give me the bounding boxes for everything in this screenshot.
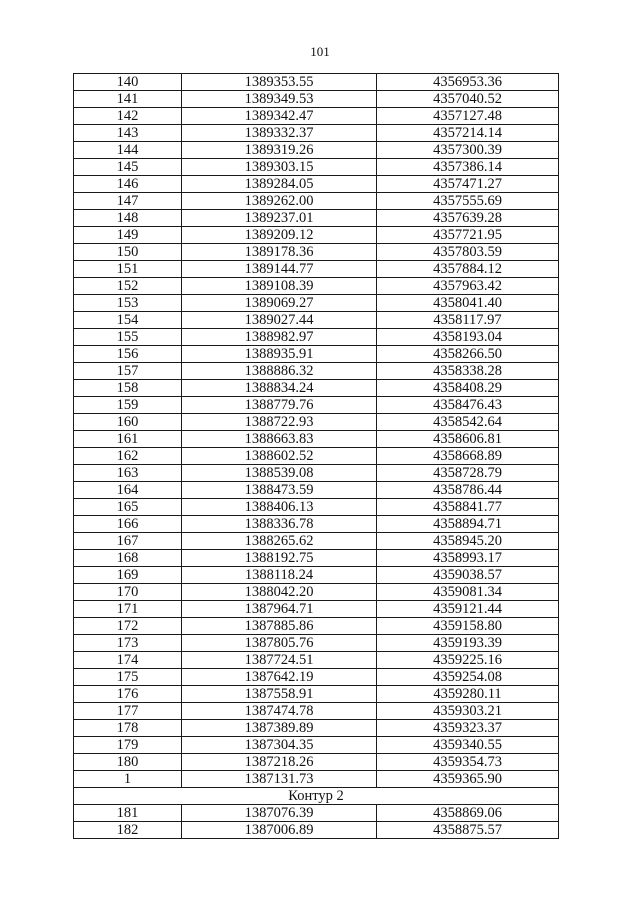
x-coordinate-cell: 1389237.01 xyxy=(182,210,377,227)
x-coordinate-cell: 1388336.78 xyxy=(182,516,377,533)
table-row xyxy=(74,720,559,737)
y-coordinate-cell: 4357214.14 xyxy=(377,125,559,142)
y-coordinate-cell: 4358193.04 xyxy=(377,329,559,346)
x-coordinate-cell: 1387642.19 xyxy=(182,669,377,686)
section-2-body xyxy=(74,805,559,839)
point-number-cell: 175 xyxy=(74,669,182,686)
y-coordinate-cell: 4359303.21 xyxy=(377,703,559,720)
table-row xyxy=(74,363,559,380)
y-coordinate-cell: 4358786.44 xyxy=(377,482,559,499)
x-coordinate-cell: 1388982.97 xyxy=(182,329,377,346)
x-coordinate-cell: 1387131.73 xyxy=(182,771,377,788)
table-row xyxy=(74,584,559,601)
point-number-cell: 148 xyxy=(74,210,182,227)
y-coordinate-cell: 4359121.44 xyxy=(377,601,559,618)
y-coordinate-cell: 4359365.90 xyxy=(377,771,559,788)
point-number-cell: 170 xyxy=(74,584,182,601)
table-row xyxy=(74,516,559,533)
point-number-cell: 166 xyxy=(74,516,182,533)
x-coordinate-cell: 1387724.51 xyxy=(182,652,377,669)
x-coordinate-cell: 1389353.55 xyxy=(182,74,377,91)
table-row xyxy=(74,278,559,295)
point-number-cell: 178 xyxy=(74,720,182,737)
x-coordinate-cell: 1388602.52 xyxy=(182,448,377,465)
y-coordinate-cell: 4357803.59 xyxy=(377,244,559,261)
x-coordinate-cell: 1387558.91 xyxy=(182,686,377,703)
y-coordinate-cell: 4358668.89 xyxy=(377,448,559,465)
y-coordinate-cell: 4358841.77 xyxy=(377,499,559,516)
y-coordinate-cell: 4358728.79 xyxy=(377,465,559,482)
section-title-row xyxy=(74,788,559,805)
x-coordinate-cell: 1387006.89 xyxy=(182,822,377,839)
point-number-cell: 181 xyxy=(74,805,182,822)
coordinates-table-body xyxy=(74,74,559,788)
x-coordinate-cell: 1389027.44 xyxy=(182,312,377,329)
table-row xyxy=(74,499,559,516)
y-coordinate-cell: 4359340.55 xyxy=(377,737,559,754)
point-number-cell: 151 xyxy=(74,261,182,278)
x-coordinate-cell: 1389349.53 xyxy=(182,91,377,108)
point-number-cell: 150 xyxy=(74,244,182,261)
x-coordinate-cell: 1389262.00 xyxy=(182,193,377,210)
table-row xyxy=(74,448,559,465)
y-coordinate-cell: 4357471.27 xyxy=(377,176,559,193)
point-number-cell: 161 xyxy=(74,431,182,448)
point-number-cell: 146 xyxy=(74,176,182,193)
x-coordinate-cell: 1389319.26 xyxy=(182,142,377,159)
point-number-cell: 168 xyxy=(74,550,182,567)
page-number: 101 xyxy=(310,44,330,59)
y-coordinate-cell: 4358542.64 xyxy=(377,414,559,431)
point-number-cell: 164 xyxy=(74,482,182,499)
point-number-cell: 180 xyxy=(74,754,182,771)
y-coordinate-cell: 4358869.06 xyxy=(377,805,559,822)
point-number-cell: 167 xyxy=(74,533,182,550)
y-coordinate-cell: 4358993.17 xyxy=(377,550,559,567)
x-coordinate-cell: 1389178.36 xyxy=(182,244,377,261)
point-number-cell: 143 xyxy=(74,125,182,142)
point-number-cell: 172 xyxy=(74,618,182,635)
table-row xyxy=(74,618,559,635)
y-coordinate-cell: 4357040.52 xyxy=(377,91,559,108)
table-row xyxy=(74,703,559,720)
y-coordinate-cell: 4359225.16 xyxy=(377,652,559,669)
table-row xyxy=(74,431,559,448)
table-row xyxy=(74,125,559,142)
table-row xyxy=(74,380,559,397)
table-row xyxy=(74,686,559,703)
y-coordinate-cell: 4358476.43 xyxy=(377,397,559,414)
y-coordinate-cell: 4358338.28 xyxy=(377,363,559,380)
point-number-cell: 140 xyxy=(74,74,182,91)
table-row xyxy=(74,601,559,618)
x-coordinate-cell: 1387964.71 xyxy=(182,601,377,618)
table-row xyxy=(74,329,559,346)
table-row xyxy=(74,737,559,754)
y-coordinate-cell: 4359193.39 xyxy=(377,635,559,652)
x-coordinate-cell: 1388779.76 xyxy=(182,397,377,414)
y-coordinate-cell: 4357639.28 xyxy=(377,210,559,227)
y-coordinate-cell: 4359254.08 xyxy=(377,669,559,686)
y-coordinate-cell: 4359081.34 xyxy=(377,584,559,601)
x-coordinate-cell: 1389108.39 xyxy=(182,278,377,295)
point-number-cell: 176 xyxy=(74,686,182,703)
point-number-cell: 163 xyxy=(74,465,182,482)
x-coordinate-cell: 1389144.77 xyxy=(182,261,377,278)
x-coordinate-cell: 1388886.32 xyxy=(182,363,377,380)
table-row xyxy=(74,805,559,822)
table-row xyxy=(74,482,559,499)
point-number-cell: 141 xyxy=(74,91,182,108)
y-coordinate-cell: 4357127.48 xyxy=(377,108,559,125)
y-coordinate-cell: 4359323.37 xyxy=(377,720,559,737)
point-number-cell: 153 xyxy=(74,295,182,312)
x-coordinate-cell: 1389342.47 xyxy=(182,108,377,125)
point-number-cell: 145 xyxy=(74,159,182,176)
point-number-cell: 171 xyxy=(74,601,182,618)
table-row xyxy=(74,652,559,669)
y-coordinate-cell: 4359038.57 xyxy=(377,567,559,584)
x-coordinate-cell: 1388935.91 xyxy=(182,346,377,363)
y-coordinate-cell: 4358408.29 xyxy=(377,380,559,397)
x-coordinate-cell: 1389303.15 xyxy=(182,159,377,176)
section-title: Контур 2 xyxy=(74,788,559,805)
y-coordinate-cell: 4357963.42 xyxy=(377,278,559,295)
table-row xyxy=(74,635,559,652)
y-coordinate-cell: 4357386.14 xyxy=(377,159,559,176)
x-coordinate-cell: 1389284.05 xyxy=(182,176,377,193)
point-number-cell: 149 xyxy=(74,227,182,244)
x-coordinate-cell: 1388473.59 xyxy=(182,482,377,499)
x-coordinate-cell: 1388192.75 xyxy=(182,550,377,567)
point-number-cell: 159 xyxy=(74,397,182,414)
x-coordinate-cell: 1387218.26 xyxy=(182,754,377,771)
point-number-cell: 165 xyxy=(74,499,182,516)
x-coordinate-cell: 1389069.27 xyxy=(182,295,377,312)
point-number-cell: 174 xyxy=(74,652,182,669)
table-row xyxy=(74,567,559,584)
y-coordinate-cell: 4356953.36 xyxy=(377,74,559,91)
x-coordinate-cell: 1388539.08 xyxy=(182,465,377,482)
table-row xyxy=(74,669,559,686)
y-coordinate-cell: 4358894.71 xyxy=(377,516,559,533)
table-row xyxy=(74,346,559,363)
table-row xyxy=(74,108,559,125)
y-coordinate-cell: 4357721.95 xyxy=(377,227,559,244)
y-coordinate-cell: 4357884.12 xyxy=(377,261,559,278)
table-row xyxy=(74,822,559,839)
point-number-cell: 152 xyxy=(74,278,182,295)
table-row xyxy=(74,210,559,227)
table-row xyxy=(74,295,559,312)
table-row xyxy=(74,91,559,108)
point-number-cell: 179 xyxy=(74,737,182,754)
x-coordinate-cell: 1387805.76 xyxy=(182,635,377,652)
y-coordinate-cell: 4358117.97 xyxy=(377,312,559,329)
point-number-cell: 1 xyxy=(74,771,182,788)
point-number-cell: 156 xyxy=(74,346,182,363)
y-coordinate-cell: 4358945.20 xyxy=(377,533,559,550)
table-row xyxy=(74,74,559,91)
table-row xyxy=(74,193,559,210)
x-coordinate-cell: 1387885.86 xyxy=(182,618,377,635)
table-row xyxy=(74,754,559,771)
point-number-cell: 169 xyxy=(74,567,182,584)
section-2 xyxy=(74,788,559,805)
point-number-cell: 144 xyxy=(74,142,182,159)
point-number-cell: 158 xyxy=(74,380,182,397)
y-coordinate-cell: 4358041.40 xyxy=(377,295,559,312)
x-coordinate-cell: 1387389.89 xyxy=(182,720,377,737)
table-row xyxy=(74,312,559,329)
point-number-cell: 173 xyxy=(74,635,182,652)
table-row xyxy=(74,142,559,159)
y-coordinate-cell: 4358606.81 xyxy=(377,431,559,448)
x-coordinate-cell: 1387304.35 xyxy=(182,737,377,754)
coordinates-table xyxy=(73,73,559,839)
table-row xyxy=(74,533,559,550)
y-coordinate-cell: 4357555.69 xyxy=(377,193,559,210)
x-coordinate-cell: 1389209.12 xyxy=(182,227,377,244)
table-row xyxy=(74,397,559,414)
y-coordinate-cell: 4357300.39 xyxy=(377,142,559,159)
y-coordinate-cell: 4359158.80 xyxy=(377,618,559,635)
point-number-cell: 142 xyxy=(74,108,182,125)
table-row xyxy=(74,176,559,193)
table-row xyxy=(74,465,559,482)
x-coordinate-cell: 1387474.78 xyxy=(182,703,377,720)
point-number-cell: 162 xyxy=(74,448,182,465)
x-coordinate-cell: 1388042.20 xyxy=(182,584,377,601)
table-row xyxy=(74,159,559,176)
x-coordinate-cell: 1389332.37 xyxy=(182,125,377,142)
x-coordinate-cell: 1388118.24 xyxy=(182,567,377,584)
point-number-cell: 147 xyxy=(74,193,182,210)
point-number-cell: 160 xyxy=(74,414,182,431)
point-number-cell: 157 xyxy=(74,363,182,380)
x-coordinate-cell: 1388722.93 xyxy=(182,414,377,431)
point-number-cell: 154 xyxy=(74,312,182,329)
point-number-cell: 182 xyxy=(74,822,182,839)
x-coordinate-cell: 1387076.39 xyxy=(182,805,377,822)
table-row xyxy=(74,550,559,567)
y-coordinate-cell: 4359354.73 xyxy=(377,754,559,771)
y-coordinate-cell: 4358875.57 xyxy=(377,822,559,839)
table-row xyxy=(74,244,559,261)
x-coordinate-cell: 1388406.13 xyxy=(182,499,377,516)
x-coordinate-cell: 1388834.24 xyxy=(182,380,377,397)
x-coordinate-cell: 1388265.62 xyxy=(182,533,377,550)
y-coordinate-cell: 4359280.11 xyxy=(377,686,559,703)
point-number-cell: 177 xyxy=(74,703,182,720)
table-row xyxy=(74,414,559,431)
table-row xyxy=(74,771,559,788)
y-coordinate-cell: 4358266.50 xyxy=(377,346,559,363)
point-number-cell: 155 xyxy=(74,329,182,346)
table-row xyxy=(74,261,559,278)
table-row xyxy=(74,227,559,244)
x-coordinate-cell: 1388663.83 xyxy=(182,431,377,448)
